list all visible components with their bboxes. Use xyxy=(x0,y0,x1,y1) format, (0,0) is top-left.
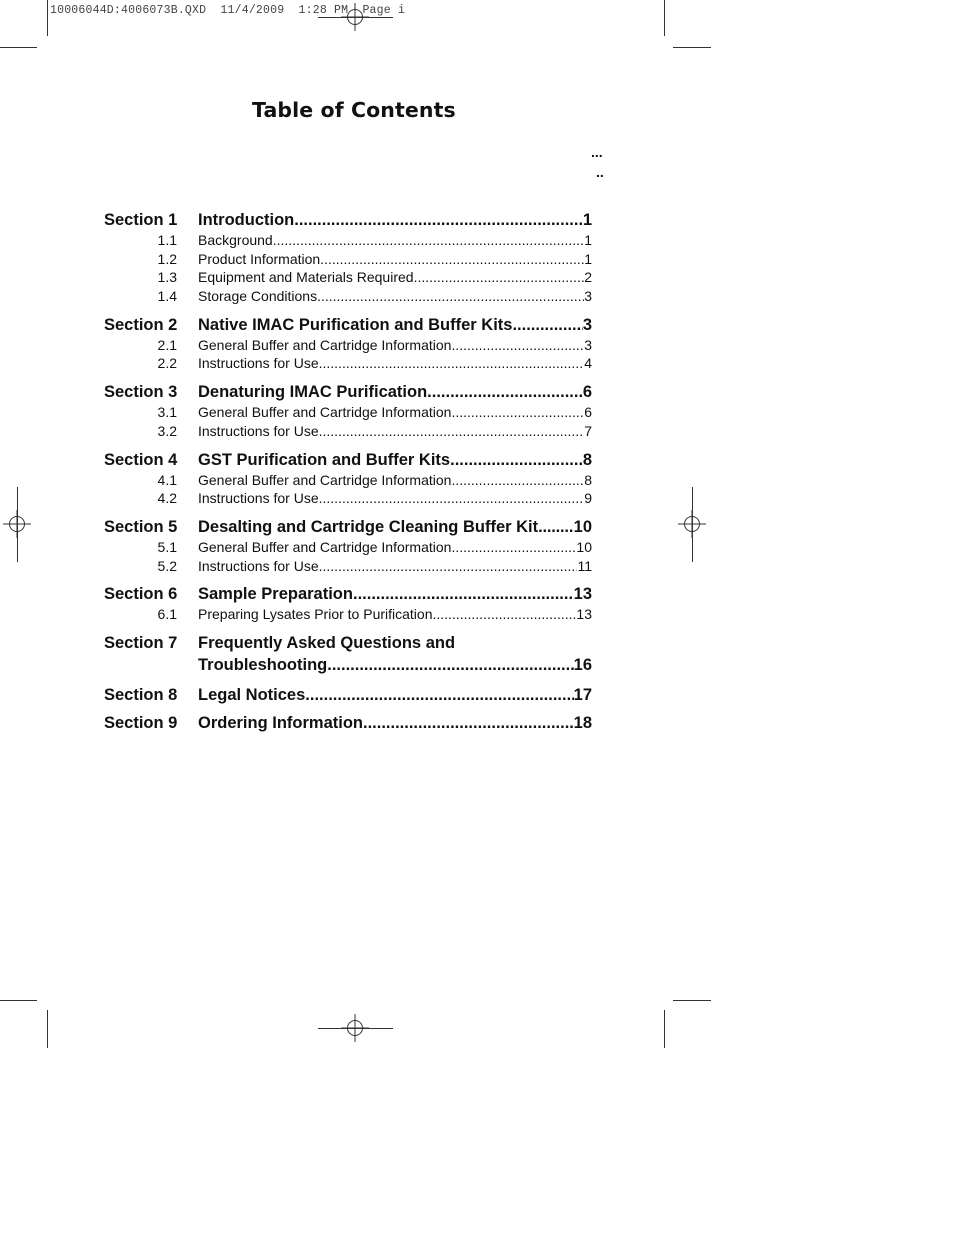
page-number: 2 xyxy=(584,269,592,286)
section-label: Section 3 xyxy=(104,383,178,402)
dot-leader xyxy=(319,354,585,373)
page-number: 3 xyxy=(584,288,592,305)
dot-leader xyxy=(317,287,584,306)
page-number: 10 xyxy=(573,517,592,536)
section-label: Section 4 xyxy=(104,450,178,469)
section-title: Native IMAC Purification and Buffer Kits xyxy=(198,315,513,334)
dot-leader xyxy=(414,268,585,287)
section-title: Ordering Information xyxy=(198,713,363,732)
entry-title: Preparing Lysates Prior to Purification xyxy=(198,606,433,623)
stray-dots: .. xyxy=(596,164,604,180)
entry-number: 5.1 xyxy=(157,538,177,555)
entry-title: Instructions for Use xyxy=(198,355,319,372)
dot-leader xyxy=(294,209,583,231)
print-slug: 10006044D:4006073B.QXD 11/4/2009 1:28 PM Page i xyxy=(50,4,406,17)
crop-mark xyxy=(673,47,711,48)
entry-title: General Buffer and Cartridge Information xyxy=(198,336,452,353)
entry-number: 6.1 xyxy=(157,606,177,623)
crop-mark xyxy=(664,0,665,36)
page-number: 1 xyxy=(584,232,592,248)
section-title: Sample Preparation xyxy=(198,585,353,604)
dot-leader xyxy=(353,583,574,605)
entry-number: 2.1 xyxy=(157,336,177,353)
page-number: 13 xyxy=(573,585,592,604)
toc-section-heading[interactable] xyxy=(104,449,592,471)
toc-entry[interactable] xyxy=(104,268,592,287)
dot-leader xyxy=(319,557,578,576)
section-label: Section 7 xyxy=(104,633,178,652)
toc-section-heading[interactable] xyxy=(104,381,592,403)
toc-section-heading[interactable] xyxy=(104,209,592,231)
toc-section-heading[interactable] xyxy=(104,712,592,734)
section-label: Section 2 xyxy=(104,315,178,334)
table-of-contents xyxy=(104,209,592,742)
toc-section xyxy=(104,209,592,306)
entry-title: Background xyxy=(198,232,273,248)
entry-title: General Buffer and Cartridge Information xyxy=(198,538,452,555)
section-title: GST Purification and Buffer Kits xyxy=(198,450,451,469)
dot-leader xyxy=(327,654,573,676)
dot-leader xyxy=(451,471,584,490)
toc-section xyxy=(104,583,592,624)
dot-leader xyxy=(363,712,574,734)
toc-entry[interactable] xyxy=(104,489,592,508)
page-number: 8 xyxy=(584,471,592,488)
section-label: Section 8 xyxy=(104,685,178,704)
dot-leader xyxy=(319,489,585,508)
page-number: 9 xyxy=(584,490,592,507)
page-title: Table of Contents xyxy=(252,98,456,122)
crop-mark xyxy=(318,17,393,18)
crop-mark xyxy=(0,47,37,48)
dot-leader xyxy=(319,422,585,441)
dot-leader xyxy=(427,381,583,403)
section-title: Denaturing IMAC Purification xyxy=(198,383,428,402)
toc-entry[interactable] xyxy=(104,336,592,355)
page-number: 6 xyxy=(584,404,592,421)
entry-title: Equipment and Materials Required xyxy=(198,269,414,286)
entry-title: Storage Conditions xyxy=(198,288,318,305)
toc-entry[interactable] xyxy=(104,557,592,576)
toc-section xyxy=(104,632,592,676)
toc-section-heading[interactable] xyxy=(104,583,592,605)
toc-entry[interactable] xyxy=(104,403,592,422)
toc-section xyxy=(104,516,592,575)
entry-title: Instructions for Use xyxy=(198,422,319,439)
section-label: Section 1 xyxy=(104,211,178,229)
entry-title: General Buffer and Cartridge Information xyxy=(198,471,452,488)
crop-mark xyxy=(47,0,48,36)
entry-number: 1.1 xyxy=(157,232,177,248)
page-number: 3 xyxy=(584,336,592,353)
entry-number: 4.1 xyxy=(157,471,177,488)
entry-number: 3.1 xyxy=(157,404,177,421)
dot-leader xyxy=(320,250,584,269)
page-number: 17 xyxy=(573,685,592,704)
toc-entry[interactable] xyxy=(104,250,592,269)
entry-number: 3.2 xyxy=(157,422,177,439)
dot-leader xyxy=(538,516,574,538)
toc-section-heading[interactable] xyxy=(104,314,592,336)
page-number: 4 xyxy=(584,355,592,372)
entry-number: 1.2 xyxy=(157,250,177,267)
toc-entry[interactable] xyxy=(104,471,592,490)
crop-mark xyxy=(0,1000,37,1001)
page-number: 3 xyxy=(582,315,592,334)
section-label: Section 6 xyxy=(104,585,178,604)
page-number: 16 xyxy=(573,655,592,674)
toc-entry[interactable] xyxy=(104,605,592,624)
entry-title: Product Information xyxy=(198,250,321,267)
section-title: Desalting and Cartridge Cleaning Buffer Kit xyxy=(198,517,539,536)
dot-leader xyxy=(451,403,584,422)
toc-section xyxy=(104,381,592,440)
entry-title: Instructions for Use xyxy=(198,490,319,507)
stray-dots: ... xyxy=(591,144,603,160)
entry-number: 4.2 xyxy=(157,490,177,507)
crop-mark xyxy=(17,487,18,562)
section-title: Frequently Asked Questions and xyxy=(198,633,456,652)
section-title: Legal Notices xyxy=(198,685,306,704)
dot-leader xyxy=(451,336,584,355)
page-number: 6 xyxy=(582,383,592,402)
page-number: 7 xyxy=(584,422,592,439)
entry-title: Instructions for Use xyxy=(198,557,319,574)
page-number: 18 xyxy=(573,713,592,732)
page-number: 11 xyxy=(577,557,592,574)
toc-entry[interactable] xyxy=(104,354,592,373)
page-number: 1 xyxy=(584,250,592,267)
toc-entry[interactable] xyxy=(104,287,592,306)
section-label: Section 5 xyxy=(104,517,178,536)
crop-mark xyxy=(692,487,693,562)
page-number: 10 xyxy=(576,538,592,555)
toc-section-heading-continued[interactable] xyxy=(104,654,592,676)
page-number: 1 xyxy=(582,211,592,229)
dot-leader xyxy=(451,538,576,557)
toc-section xyxy=(104,314,592,373)
toc-section xyxy=(104,712,592,734)
dot-leader xyxy=(432,605,576,624)
entry-number: 2.2 xyxy=(157,355,177,372)
crop-mark xyxy=(318,1028,393,1029)
toc-section-heading[interactable] xyxy=(104,516,592,538)
section-title-continued: Troubleshooting xyxy=(198,655,328,674)
crop-mark xyxy=(47,1010,48,1048)
entry-number: 5.2 xyxy=(157,557,177,574)
toc-entry[interactable] xyxy=(104,422,592,441)
dot-leader xyxy=(273,231,584,250)
entry-number: 1.3 xyxy=(157,269,177,286)
dot-leader xyxy=(512,314,582,336)
crop-mark xyxy=(673,1000,711,1001)
crop-mark xyxy=(664,1010,665,1048)
toc-entry[interactable] xyxy=(104,538,592,557)
page-number: 13 xyxy=(576,606,592,623)
page-number: 8 xyxy=(582,450,592,469)
toc-section xyxy=(104,684,592,706)
entry-number: 1.4 xyxy=(157,288,177,305)
dot-leader xyxy=(305,684,573,706)
entry-title: General Buffer and Cartridge Information xyxy=(198,404,452,421)
toc-section xyxy=(104,449,592,508)
toc-entry[interactable] xyxy=(104,231,592,250)
toc-section-heading[interactable] xyxy=(104,684,592,706)
section-label: Section 9 xyxy=(104,713,178,732)
dot-leader xyxy=(450,449,583,471)
section-title: Introduction xyxy=(198,211,295,229)
toc-section-heading[interactable] xyxy=(104,632,592,654)
